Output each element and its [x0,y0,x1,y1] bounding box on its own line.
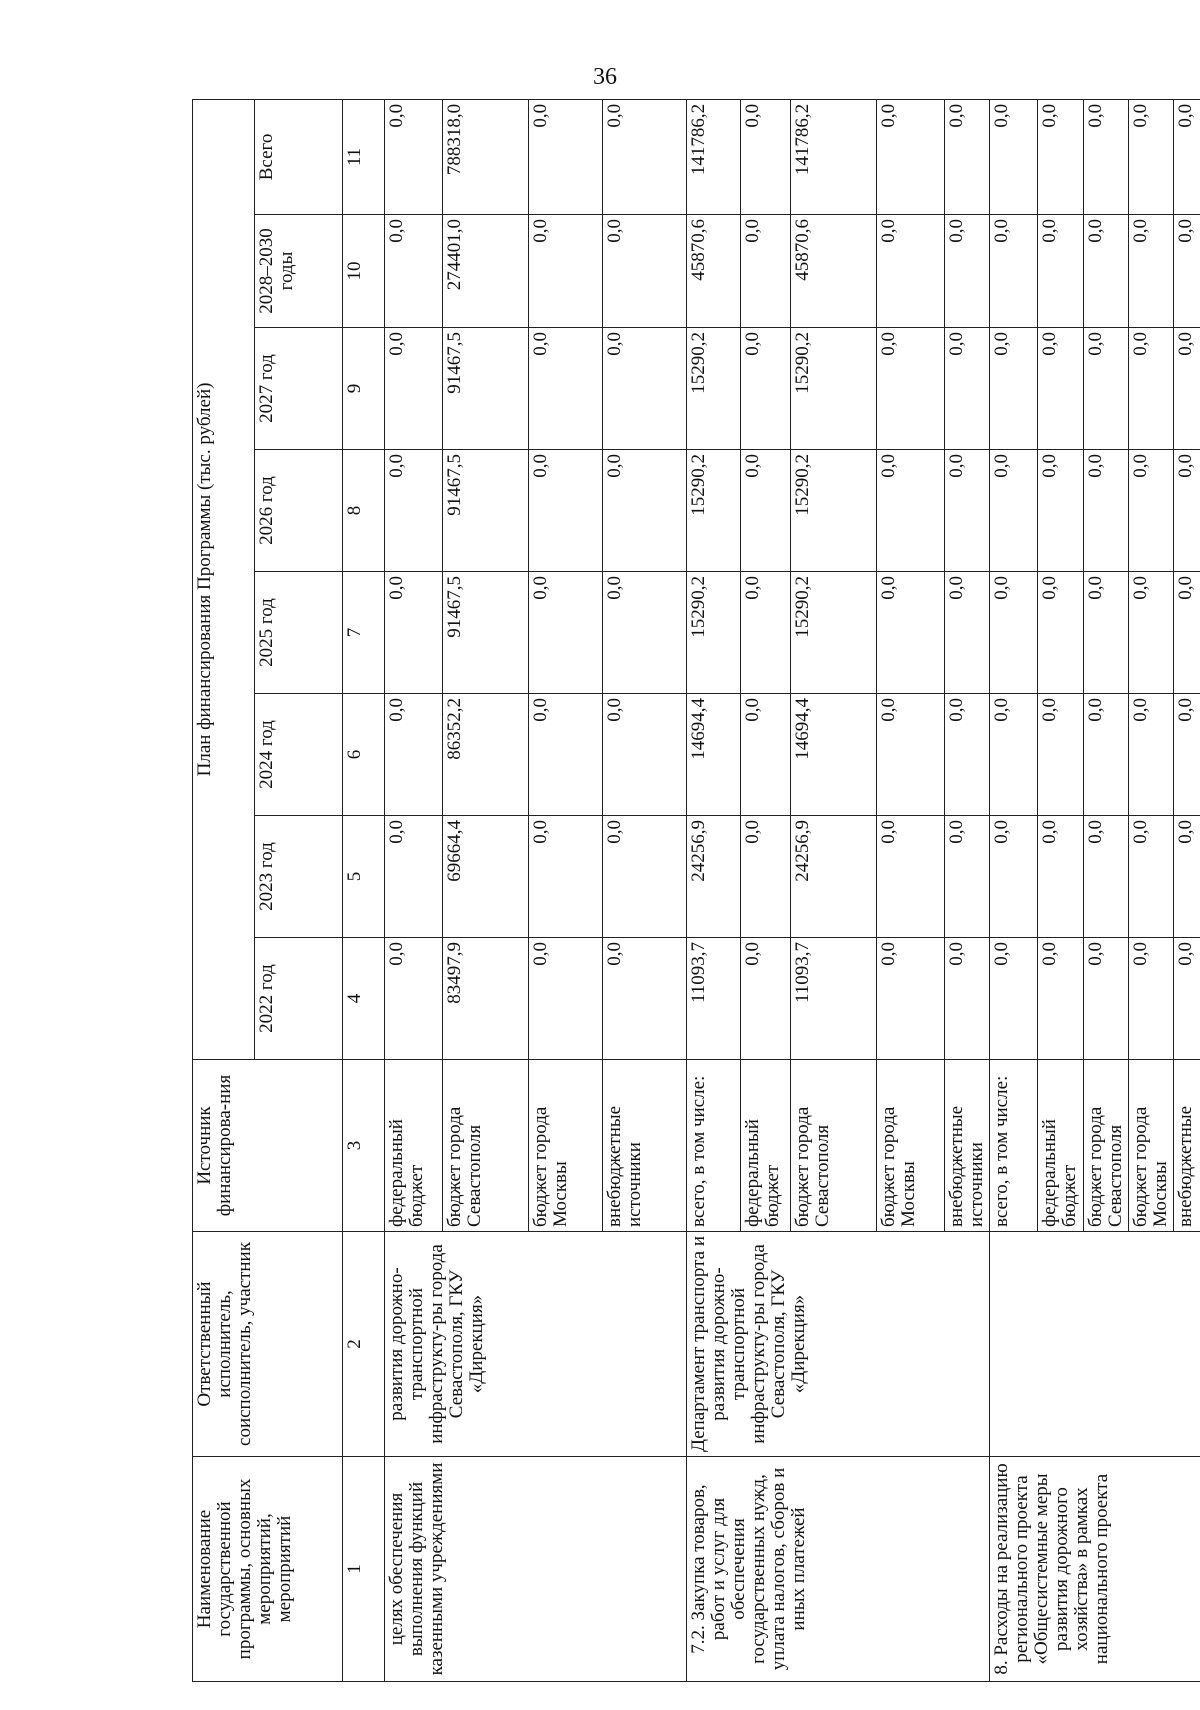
value-cell: 0,0 [1173,572,1200,694]
value-cell: 0,0 [1083,328,1128,450]
header-funding-source: Источник финансирова-ния [193,1060,343,1232]
value-cell: 0,0 [1128,99,1173,214]
value-cell: 0,0 [385,328,443,450]
value-cell: 15290,2 [791,572,877,694]
column-number: 5 [343,816,385,938]
value-cell: 0,0 [877,572,945,694]
value-cell: 0,0 [1128,450,1173,572]
value-cell: 0,0 [529,99,603,214]
value-cell: 11093,7 [687,938,741,1060]
funding-source-cell: бюджет города Москвы [877,1060,945,1232]
column-number: 2 [343,1232,385,1457]
value-cell: 0,0 [741,816,791,938]
value-cell: 0,0 [385,572,443,694]
funding-source-cell: внебюджетные источники [603,1060,687,1232]
value-cell: 0,0 [989,694,1037,816]
header-year: 2022 год [255,938,343,1060]
value-cell: 0,0 [877,99,945,214]
executor-cell [989,1232,1200,1457]
funding-source-cell: бюджет города Севастополя [1083,1060,1128,1232]
value-cell: 14694,4 [687,694,741,816]
header-year: 2028–2030 годы [255,215,343,328]
value-cell: 0,0 [877,215,945,328]
value-cell: 0,0 [945,816,990,938]
value-cell: 0,0 [1128,328,1173,450]
value-cell: 0,0 [1173,938,1200,1060]
value-cell: 0,0 [603,572,687,694]
table-row [385,99,443,1681]
value-cell: 141786,2 [687,99,741,214]
value-cell: 0,0 [1083,938,1128,1060]
value-cell: 0,0 [1173,99,1200,214]
header-year: 2026 год [255,450,343,572]
value-cell: 0,0 [1083,99,1128,214]
value-cell: 0,0 [529,572,603,694]
value-cell: 0,0 [1037,938,1083,1060]
value-cell: 0,0 [877,328,945,450]
program-name-cell: целях обеспечения выполнения функций казенными учреждениями [385,1457,687,1682]
value-cell: 0,0 [989,99,1037,214]
value-cell: 83497,9 [443,938,529,1060]
value-cell: 0,0 [877,938,945,1060]
value-cell: 274401,0 [443,215,529,328]
value-cell: 91467,5 [443,450,529,572]
value-cell: 0,0 [877,450,945,572]
value-cell: 0,0 [945,694,990,816]
value-cell: 91467,5 [443,572,529,694]
value-cell: 0,0 [1128,572,1173,694]
value-cell: 0,0 [1173,328,1200,450]
value-cell: 0,0 [1128,215,1173,328]
financing-table [192,99,1200,1682]
value-cell: 0,0 [989,572,1037,694]
value-cell: 0,0 [945,938,990,1060]
funding-source-cell: бюджет города Севастополя [443,1060,529,1232]
funding-source-cell: всего, в том числе: [989,1060,1037,1232]
value-cell: 0,0 [945,215,990,328]
value-cell: 0,0 [385,99,443,214]
value-cell: 0,0 [603,215,687,328]
value-cell: 0,0 [1037,572,1083,694]
value-cell: 0,0 [945,328,990,450]
funding-source-cell: бюджет города Севастополя [791,1060,877,1232]
value-cell: 0,0 [1037,694,1083,816]
value-cell: 0,0 [1037,215,1083,328]
value-cell: 0,0 [385,694,443,816]
value-cell: 0,0 [741,215,791,328]
value-cell: 45870,6 [687,215,741,328]
value-cell: 0,0 [603,99,687,214]
value-cell: 0,0 [529,328,603,450]
program-name-cell: 8. Расходы на реализацию регионального проекта «Общесистемные меры развития дорожного хозяйства» в рамках национального проекта [989,1457,1200,1682]
value-cell: 15290,2 [687,450,741,572]
value-cell: 0,0 [529,215,603,328]
funding-source-cell: федеральный бюджет [1037,1060,1083,1232]
value-cell: 0,0 [741,938,791,1060]
header-year: 2024 год [255,694,343,816]
header-year: 2027 год [255,328,343,450]
value-cell: 0,0 [1083,816,1128,938]
header-executor: Ответственный исполнитель, соисполнитель, участник [193,1232,343,1457]
value-cell: 0,0 [385,938,443,1060]
value-cell: 0,0 [1083,694,1128,816]
executor-cell: развития дорожно-транспортной инфраструкту-ры города Севастополя, ГКУ «Дирекция» [385,1232,687,1457]
funding-source-cell: внебюджетные [1173,1060,1200,1232]
value-cell: 0,0 [603,328,687,450]
value-cell: 0,0 [529,694,603,816]
value-cell: 0,0 [529,938,603,1060]
value-cell: 0,0 [1173,215,1200,328]
value-cell: 0,0 [1173,450,1200,572]
column-number: 1 [343,1457,385,1682]
value-cell: 24256,9 [791,816,877,938]
header-year: 2023 год [255,816,343,938]
value-cell: 15290,2 [791,450,877,572]
value-cell: 24256,9 [687,816,741,938]
value-cell: 45870,6 [791,215,877,328]
value-cell: 0,0 [945,572,990,694]
value-cell: 0,0 [1083,450,1128,572]
value-cell: 0,0 [1083,215,1128,328]
page-number: 36 [593,64,617,90]
funding-source-cell: федеральный бюджет [385,1060,443,1232]
value-cell: 0,0 [1037,450,1083,572]
value-cell: 788318,0 [443,99,529,214]
funding-source-cell: внебюджетные источники [945,1060,990,1232]
executor-cell: Департамент транспорта и развития дорожно-транспортной инфраструкту-ры города Севастополя, ГКУ «Дирекция» [687,1232,990,1457]
value-cell: 0,0 [603,938,687,1060]
value-cell: 0,0 [877,694,945,816]
value-cell: 0,0 [603,816,687,938]
value-cell: 0,0 [385,816,443,938]
value-cell: 0,0 [1037,99,1083,214]
value-cell: 0,0 [603,694,687,816]
header-year: Всего [255,99,343,214]
value-cell: 0,0 [1173,816,1200,938]
funding-source-cell: бюджет города Москвы [1128,1060,1173,1232]
funding-source-cell: федеральный бюджет [741,1060,791,1232]
value-cell: 0,0 [945,450,990,572]
value-cell: 86352,2 [443,694,529,816]
value-cell: 0,0 [1128,938,1173,1060]
column-number: 3 [343,1060,385,1232]
rotated-table-container [192,100,1196,1682]
header-financing-plan: План финансирования Программы (тыс. рублей) [193,99,255,1059]
header-year: 2025 год [255,572,343,694]
program-name-cell: 7.2. Закупка товаров, работ и услуг для обеспечения государственных нужд, уплата налогов, сборов и иных платежей [687,1457,990,1682]
value-cell: 0,0 [1128,816,1173,938]
value-cell: 0,0 [1037,816,1083,938]
column-number: 9 [343,328,385,450]
value-cell: 69664,4 [443,816,529,938]
value-cell: 0,0 [603,450,687,572]
value-cell: 141786,2 [791,99,877,214]
value-cell: 0,0 [1173,694,1200,816]
value-cell: 15290,2 [687,572,741,694]
column-number: 6 [343,694,385,816]
value-cell: 0,0 [1083,572,1128,694]
header-program-name: Наименование государственной программы, основных мероприятий, мероприятий [193,1457,343,1682]
funding-source-cell: всего, в том числе: [687,1060,741,1232]
value-cell: 15290,2 [687,328,741,450]
column-number: 4 [343,938,385,1060]
value-cell: 0,0 [989,938,1037,1060]
value-cell: 0,0 [741,572,791,694]
value-cell: 0,0 [877,816,945,938]
column-number: 8 [343,450,385,572]
column-number: 11 [343,99,385,214]
value-cell: 0,0 [529,450,603,572]
value-cell: 0,0 [741,450,791,572]
value-cell: 14694,4 [791,694,877,816]
value-cell: 11093,7 [791,938,877,1060]
column-number: 7 [343,572,385,694]
column-number: 10 [343,215,385,328]
value-cell: 15290,2 [791,328,877,450]
value-cell: 0,0 [741,99,791,214]
value-cell: 0,0 [741,328,791,450]
value-cell: 0,0 [989,215,1037,328]
value-cell: 0,0 [989,450,1037,572]
value-cell: 0,0 [945,99,990,214]
value-cell: 0,0 [989,816,1037,938]
value-cell: 91467,5 [443,328,529,450]
value-cell: 0,0 [1037,328,1083,450]
value-cell: 0,0 [385,215,443,328]
funding-source-cell: бюджет города Москвы [529,1060,603,1232]
value-cell: 0,0 [529,816,603,938]
value-cell: 0,0 [385,450,443,572]
value-cell: 0,0 [1128,694,1173,816]
table-row [989,99,1037,1681]
table-row [687,99,741,1681]
value-cell: 0,0 [741,694,791,816]
value-cell: 0,0 [989,328,1037,450]
